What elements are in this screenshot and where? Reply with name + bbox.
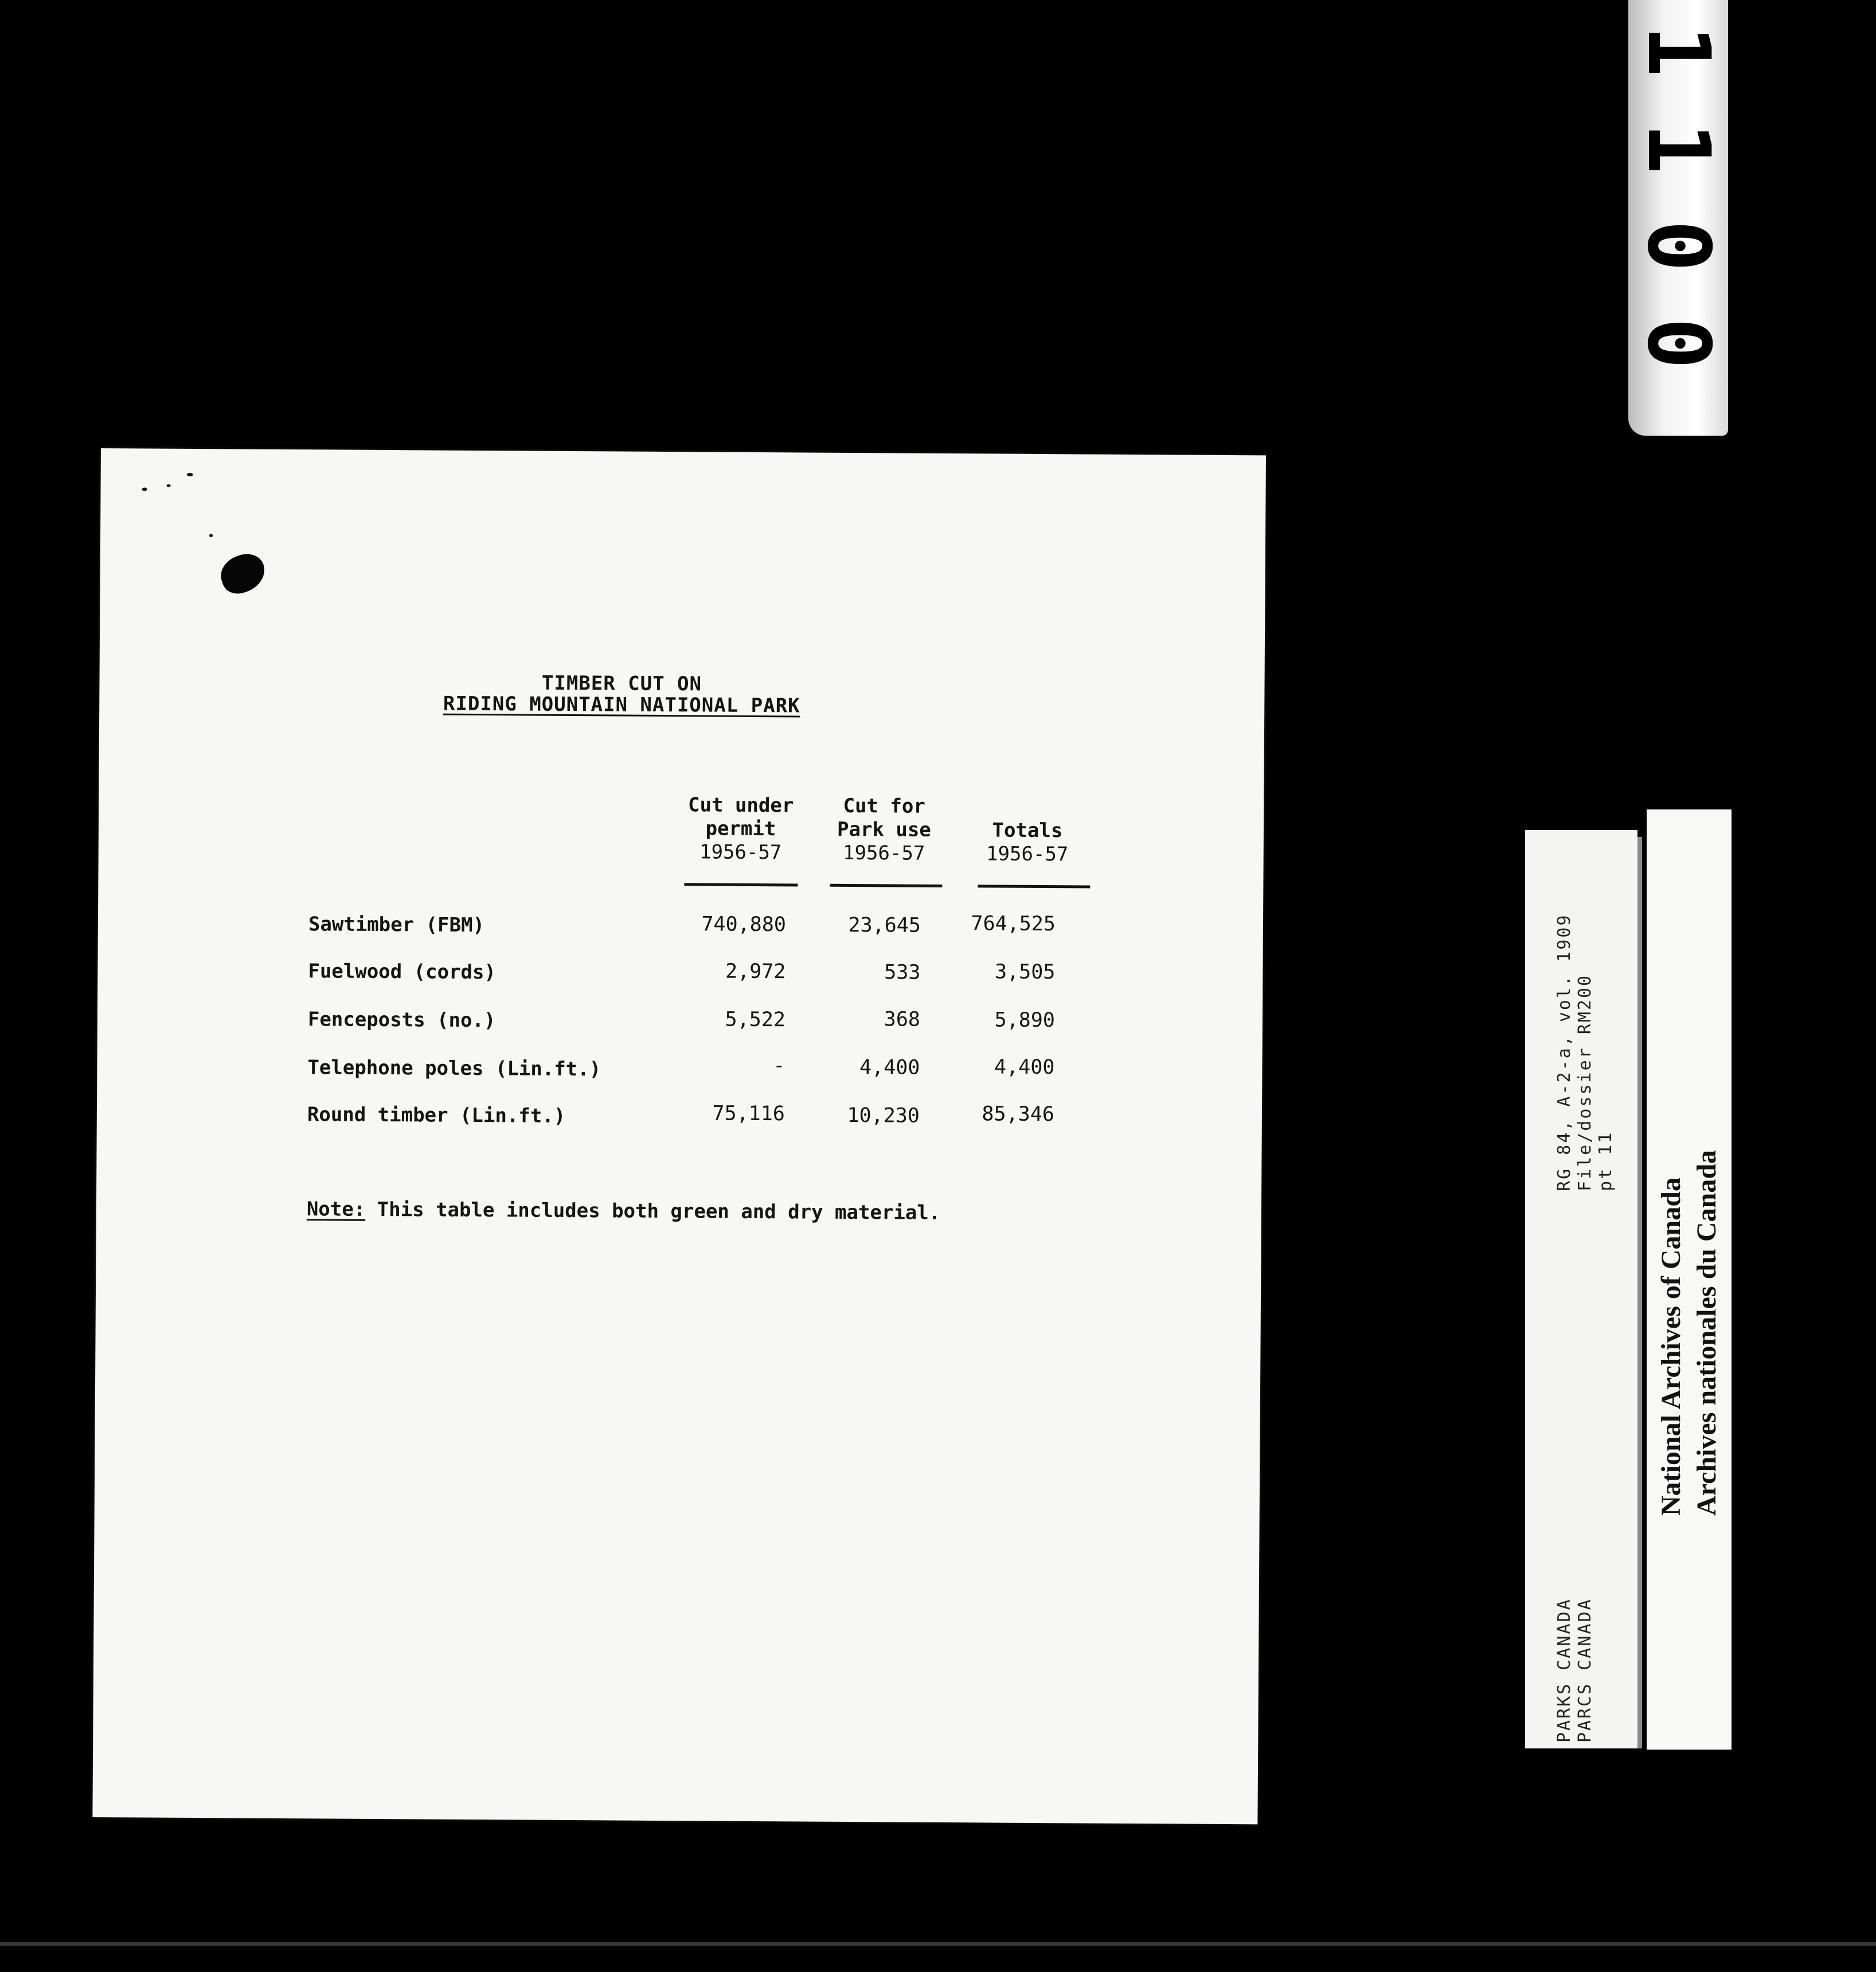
- column-header-park-use: [818, 795, 951, 866]
- label-strip-shadow: [1637, 837, 1642, 1748]
- parks-canada-line2: PARCS CANADA: [1575, 1598, 1595, 1743]
- column-header-permit: [672, 793, 810, 864]
- cell-permit-telephone-poles: -: [773, 1054, 785, 1078]
- cell-park-use-fenceposts: 368: [884, 1008, 921, 1031]
- note-label: Note:: [306, 1198, 366, 1221]
- national-archives-label-strip: [1647, 809, 1732, 1750]
- column-rule-totals: [978, 885, 1090, 888]
- frame-counter-digit: 1: [1628, 122, 1728, 175]
- column-header-line2: Park use: [837, 817, 931, 842]
- document-page: [92, 448, 1266, 1824]
- frame-counter-digit: 1: [1628, 25, 1728, 77]
- column-rule-park-use: [830, 884, 942, 887]
- frame-counter-digit: 0: [1628, 317, 1728, 370]
- national-archives-line1: National Archives of Canada: [1656, 1177, 1686, 1516]
- cell-park-use-round-timber: 10,230: [847, 1104, 920, 1128]
- column-rule-permit: [684, 883, 798, 886]
- speck: [187, 473, 193, 476]
- document-title-line2-text: RIDING MOUNTAIN NATIONAL PARK: [443, 692, 800, 718]
- cell-total-telephone-poles: 4,400: [994, 1055, 1055, 1079]
- cell-park-use-fuelwood: 533: [884, 961, 921, 984]
- row-label-round-timber: Round timber (Lin.ft.): [307, 1103, 566, 1128]
- cell-park-use-sawtimber: 23,645: [848, 913, 921, 937]
- national-archives-line2: Archives nationales du Canada: [1691, 1150, 1722, 1516]
- parks-canada-line1: PARKS CANADA: [1554, 1598, 1574, 1743]
- row-label-fuelwood: Fuelwood (cords): [308, 960, 497, 984]
- cell-permit-round-timber: 75,116: [712, 1102, 785, 1126]
- table-note: [307, 1198, 941, 1224]
- reference-line3: pt 11: [1596, 1130, 1616, 1191]
- column-header-year: 1956-57: [986, 842, 1069, 866]
- column-header-line1: Cut under: [687, 793, 794, 817]
- row-label-fenceposts: Fenceposts (no.): [307, 1008, 496, 1032]
- cell-park-use-telephone-poles: 4,400: [859, 1056, 920, 1079]
- column-header-line2: Totals: [992, 819, 1063, 843]
- column-header-year: 1956-57: [699, 840, 782, 864]
- row-label-telephone-poles: Telephone poles (Lin.ft.): [307, 1056, 601, 1081]
- frame-counter-digit: 0: [1628, 220, 1728, 272]
- cell-total-sawtimber: 764,525: [971, 912, 1056, 936]
- cell-total-round-timber: 85,346: [982, 1102, 1055, 1126]
- reference-line2: File/dossier RM200: [1575, 973, 1595, 1191]
- row-label-sawtimber: Sawtimber (FBM): [308, 913, 485, 937]
- speck: [209, 534, 213, 537]
- column-header-line1: [970, 795, 1085, 819]
- document-title-line1: TIMBER CUT ON: [541, 671, 702, 696]
- punch-hole-mark: [216, 549, 270, 598]
- frame-counter-strip: [1628, 0, 1728, 436]
- parks-canada-label-strip: [1525, 830, 1637, 1748]
- cell-total-fenceposts: 5,890: [994, 1008, 1056, 1032]
- note-text: This table includes both green and dry material.: [377, 1198, 941, 1224]
- speck: [167, 484, 171, 487]
- cell-permit-sawtimber: 740,880: [701, 913, 787, 937]
- reference-line1: RG 84, A-2-a, vol. 1909: [1554, 913, 1574, 1191]
- cell-permit-fuelwood: 2,972: [725, 960, 786, 984]
- speck: [142, 487, 147, 491]
- cell-permit-fenceposts: 5,522: [725, 1008, 786, 1032]
- film-edge-line: [0, 1942, 1876, 1946]
- column-header-line2: permit: [705, 817, 776, 841]
- column-header-year: 1956-57: [842, 841, 925, 865]
- column-header-line1: Cut for: [843, 794, 925, 818]
- column-header-totals: [970, 795, 1085, 866]
- cell-total-fuelwood: 3,505: [994, 960, 1056, 984]
